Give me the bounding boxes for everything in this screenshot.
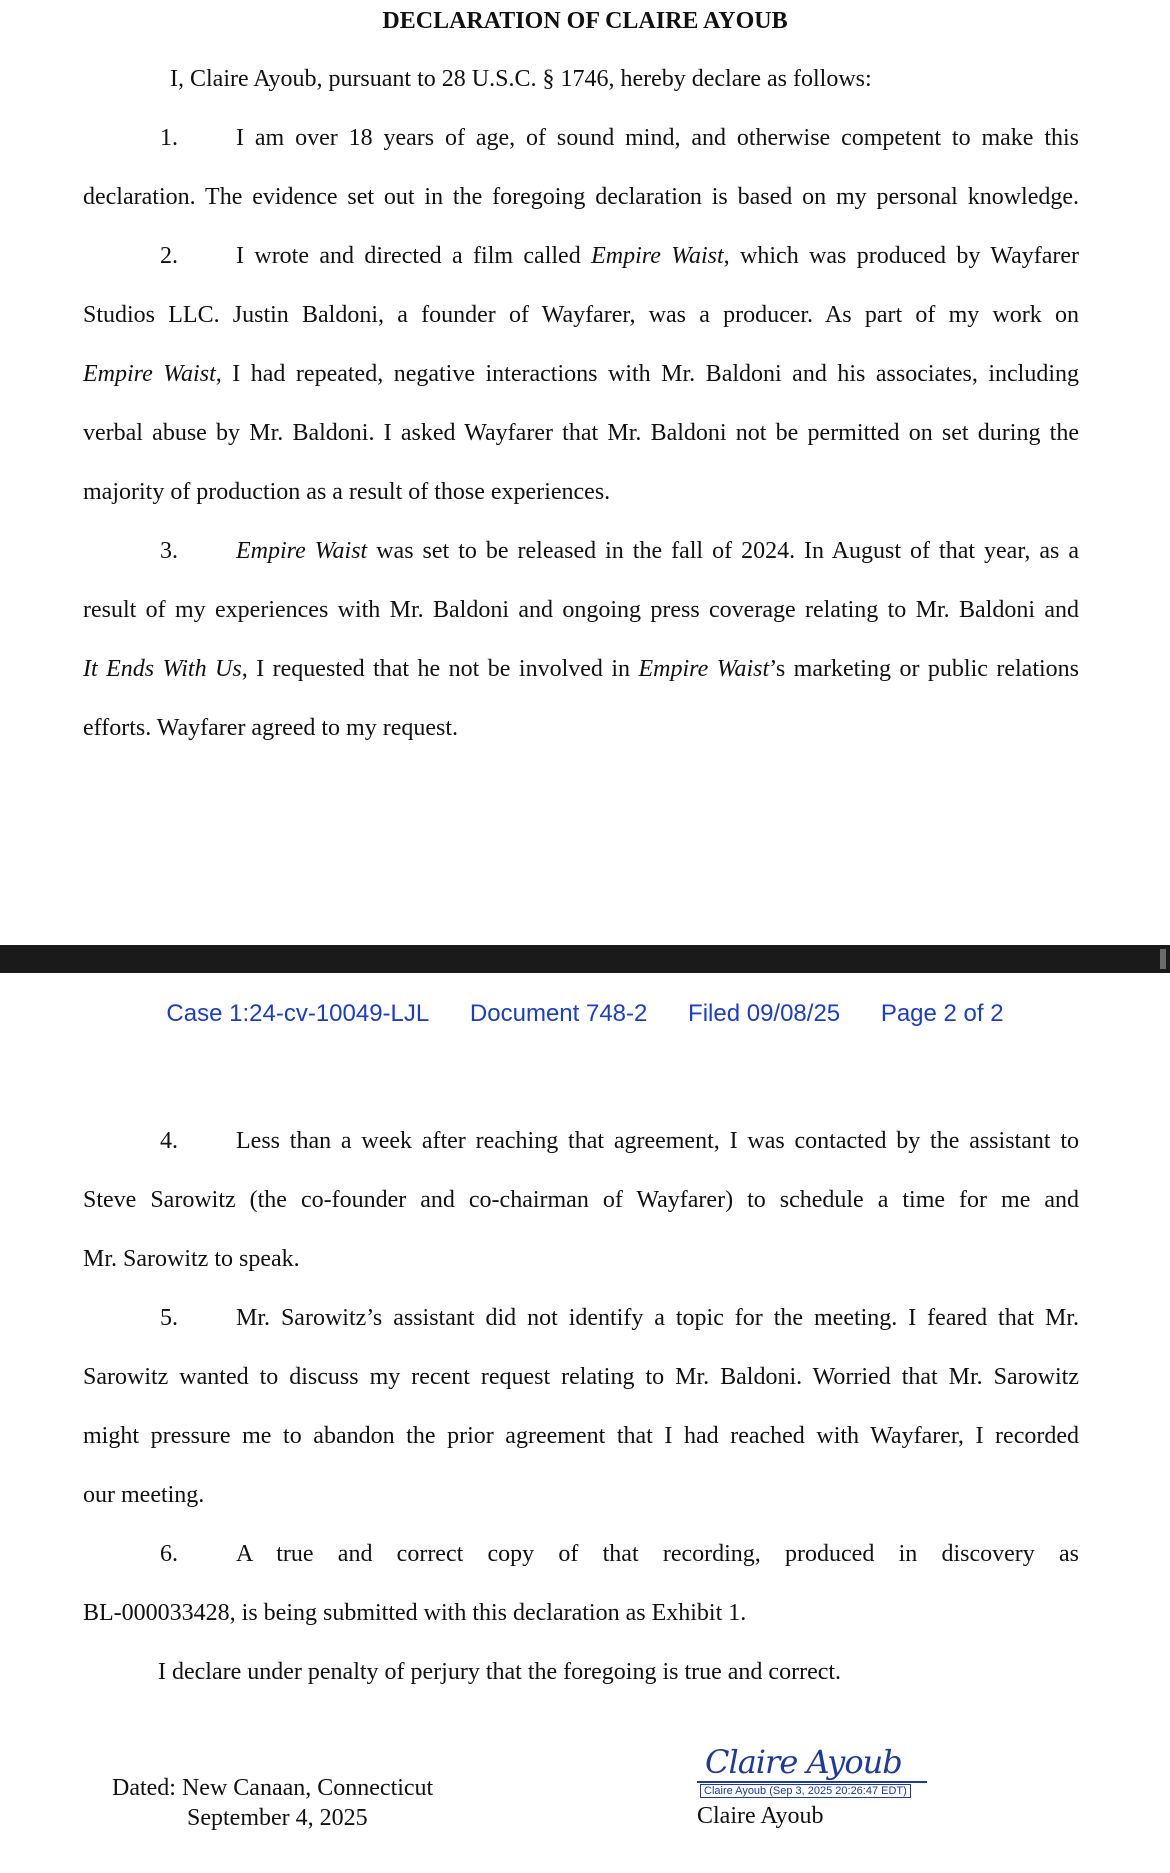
paragraph-3-line-1: Empire Waist was set to be released in the fall of 2024. In August of that year, as a — [236, 538, 1080, 564]
paragraph-5-line-4: our meeting. — [83, 1482, 205, 1508]
paragraph-2-line-3: Empire Waist, I had repeated, negative interactions with Mr. Baldoni and his associates, including — [83, 361, 1080, 387]
paragraph-3-line-3: It Ends With Us, I requested that he not be involved in Empire Waist’s marketing or public relations — [83, 656, 1079, 682]
case-number: Case 1:24-cv-10049-LJL — [166, 1000, 430, 1027]
dated-date: September 4, 2025 — [187, 1805, 368, 1831]
paragraph-3-number: 3. — [160, 538, 178, 564]
document-number: Document 748-2 — [469, 1000, 648, 1027]
paragraph-6-line-1: A true and correct copy of that recording, produced in discovery as — [236, 1541, 1079, 1567]
signature-line — [697, 1781, 927, 1783]
signature-image: Claire Ayoub — [705, 1743, 902, 1781]
paragraph-1-line-2: declaration. The evidence set out in the foregoing declaration is based on my personal knowledge. — [83, 184, 1079, 210]
page-count: Page 2 of 2 — [880, 1000, 1004, 1027]
filed-date: Filed 09/08/25 — [688, 1000, 841, 1027]
paragraph-1-line-1: I am over 18 years of age, of sound mind, and otherwise competent to make this — [236, 125, 1079, 151]
paragraph-5-number: 5. — [160, 1305, 178, 1331]
paragraph-2-line-2: Studios LLC. Justin Baldoni, a founder of Wayfarer, was a producer. As part of my work on — [83, 302, 1079, 328]
paragraph-4-line-1: Less than a week after reaching that agreement, I was contacted by the assistant to — [236, 1128, 1079, 1154]
paragraph-4-number: 4. — [160, 1128, 178, 1154]
paragraph-5-line-3: might pressure me to abandon the prior agreement that I had reached with Wayfarer, I recorded — [83, 1423, 1079, 1449]
intro-line: I, Claire Ayoub, pursuant to 28 U.S.C. § 1746, hereby declare as follows: — [170, 66, 872, 92]
page-divider — [0, 945, 1170, 973]
signature-timestamp: Claire Ayoub (Sep 3, 2025 20:26:47 EDT) — [700, 1784, 911, 1798]
perjury-statement: I declare under penalty of perjury that the foregoing is true and correct. — [158, 1659, 842, 1685]
document-title: DECLARATION OF CLAIRE AYOUB — [382, 8, 788, 34]
paragraph-2-number: 2. — [160, 243, 178, 269]
paragraph-6-line-2: BL-000033428, is being submitted with this declaration as Exhibit 1. — [83, 1600, 747, 1626]
paragraph-2-line-4: verbal abuse by Mr. Baldoni. I asked Wayfarer that Mr. Baldoni not be permitted on set during the — [83, 420, 1079, 446]
paragraph-3-line-2: result of my experiences with Mr. Baldoni and ongoing press coverage relating to Mr. Baldoni and — [83, 597, 1079, 623]
paragraph-6-number: 6. — [160, 1541, 178, 1567]
paragraph-5-line-2: Sarowitz wanted to discuss my recent request relating to Mr. Baldoni. Worried that Mr. Sarowitz — [83, 1364, 1079, 1390]
paragraph-4-line-2: Steve Sarowitz (the co-founder and co-chairman of Wayfarer) to schedule a time for me and — [83, 1187, 1079, 1213]
scrollbar-thumb[interactable] — [1160, 949, 1166, 969]
dated-block — [112, 1773, 433, 1833]
signatory-name: Claire Ayoub — [697, 1803, 824, 1829]
case-header — [0, 1000, 1170, 1028]
paragraph-2-line-5: majority of production as a result of those experiences. — [83, 479, 611, 505]
paragraph-5-line-1: Mr. Sarowitz’s assistant did not identify a topic for the meeting. I feared that Mr. — [236, 1305, 1079, 1331]
dated-place: Dated: New Canaan, Connecticut — [112, 1775, 434, 1801]
paragraph-3-line-4: efforts. Wayfarer agreed to my request. — [83, 715, 459, 741]
paragraph-2-line-1: I wrote and directed a film called Empire Waist, which was produced by Wayfarer — [236, 243, 1079, 269]
page-2 — [0, 973, 1170, 1873]
paragraph-1-number: 1. — [160, 125, 178, 151]
paragraph-4-line-3: Mr. Sarowitz to speak. — [83, 1246, 300, 1272]
